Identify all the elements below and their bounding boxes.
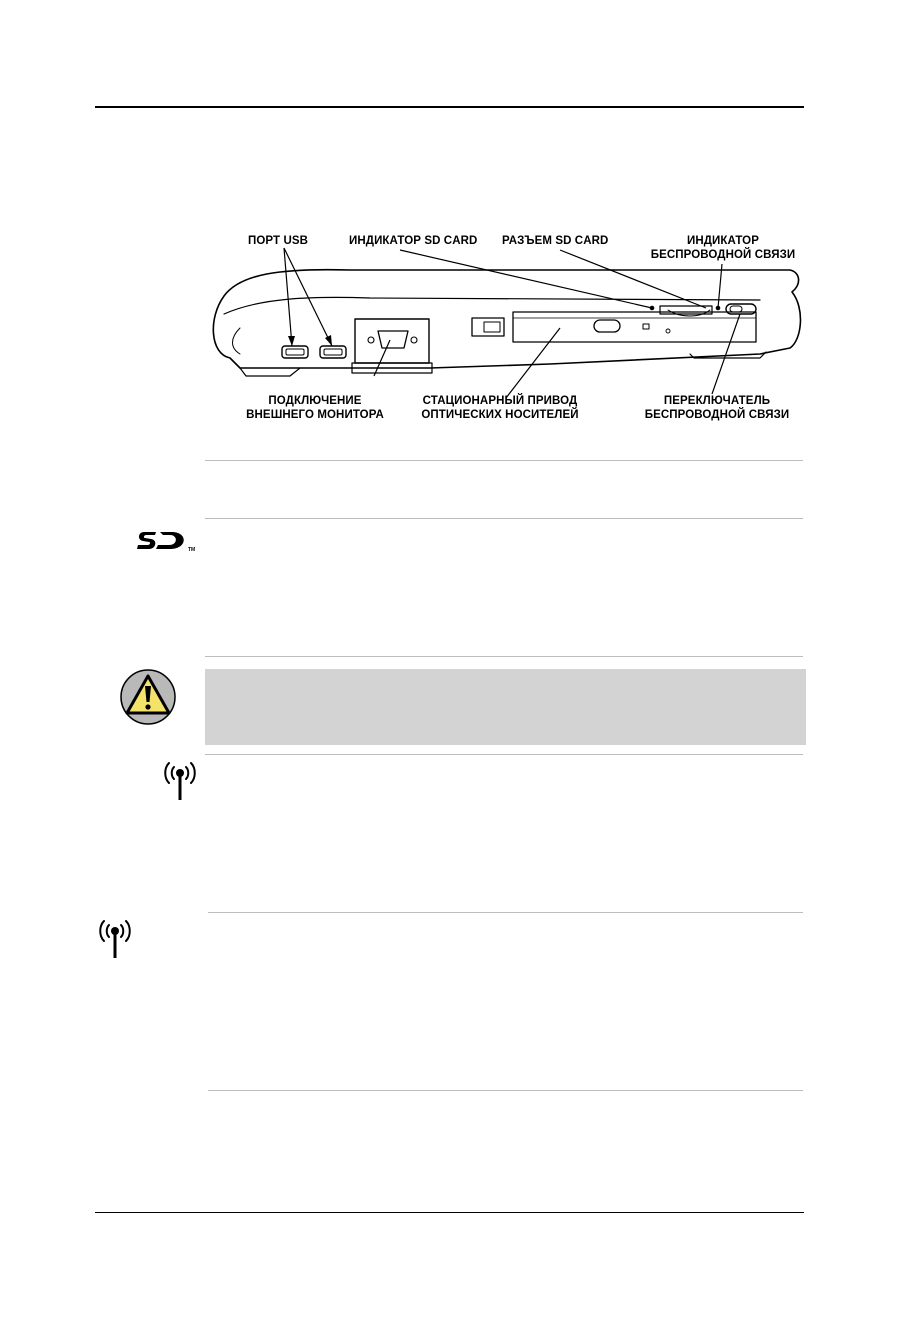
wireless-indicator-label-line1: ИНДИКАТОР [686,235,760,247]
footer-rule [95,1212,804,1213]
wireless-indicator-label [640,234,806,262]
divider-2 [205,518,803,519]
wireless-switch-label-line1: ПЕРЕКЛЮЧАТЕЛЬ [663,395,771,407]
sd-indicator-label: ИНДИКАТОР SD CARD [349,235,478,247]
wireless-indicator-label-line2: БЕСПРОВОДНОЙ СВЯЗИ [650,249,796,261]
caution-icon [119,668,177,726]
wireless-antenna-icon [160,760,200,802]
external-monitor-label-line1: ПОДКЛЮЧЕНИЕ [268,395,362,407]
caution-shaded-box [205,669,806,745]
svg-text:TM: TM [188,547,196,552]
optical-drive-label-line1: СТАЦИОНАРНЫЙ ПРИВОД [422,395,578,407]
wireless-antenna-icon [95,918,135,960]
divider-6 [208,1090,803,1091]
sd-logo-icon [136,530,198,552]
wireless-switch-label [632,394,802,422]
usb-port-label: ПОРТ USB [248,235,309,247]
laptop-right-side-figure [200,228,810,428]
optical-drive-label-line2: ОПТИЧЕСКИХ НОСИТЕЛЕЙ [421,409,579,421]
external-monitor-label [230,394,400,422]
optical-drive-label [410,394,590,422]
divider-5 [208,912,803,913]
external-monitor-label-line2: ВНЕШНЕГО МОНИТОРА [246,409,384,421]
sd-slot-label: РАЗЪЕМ SD CARD [502,235,609,247]
divider-4 [205,754,803,755]
wireless-switch-label-line2: БЕСПРОВОДНОЙ СВЯЗИ [644,409,790,421]
header-rule [95,106,804,108]
divider-1 [205,460,803,461]
divider-3 [205,656,803,657]
